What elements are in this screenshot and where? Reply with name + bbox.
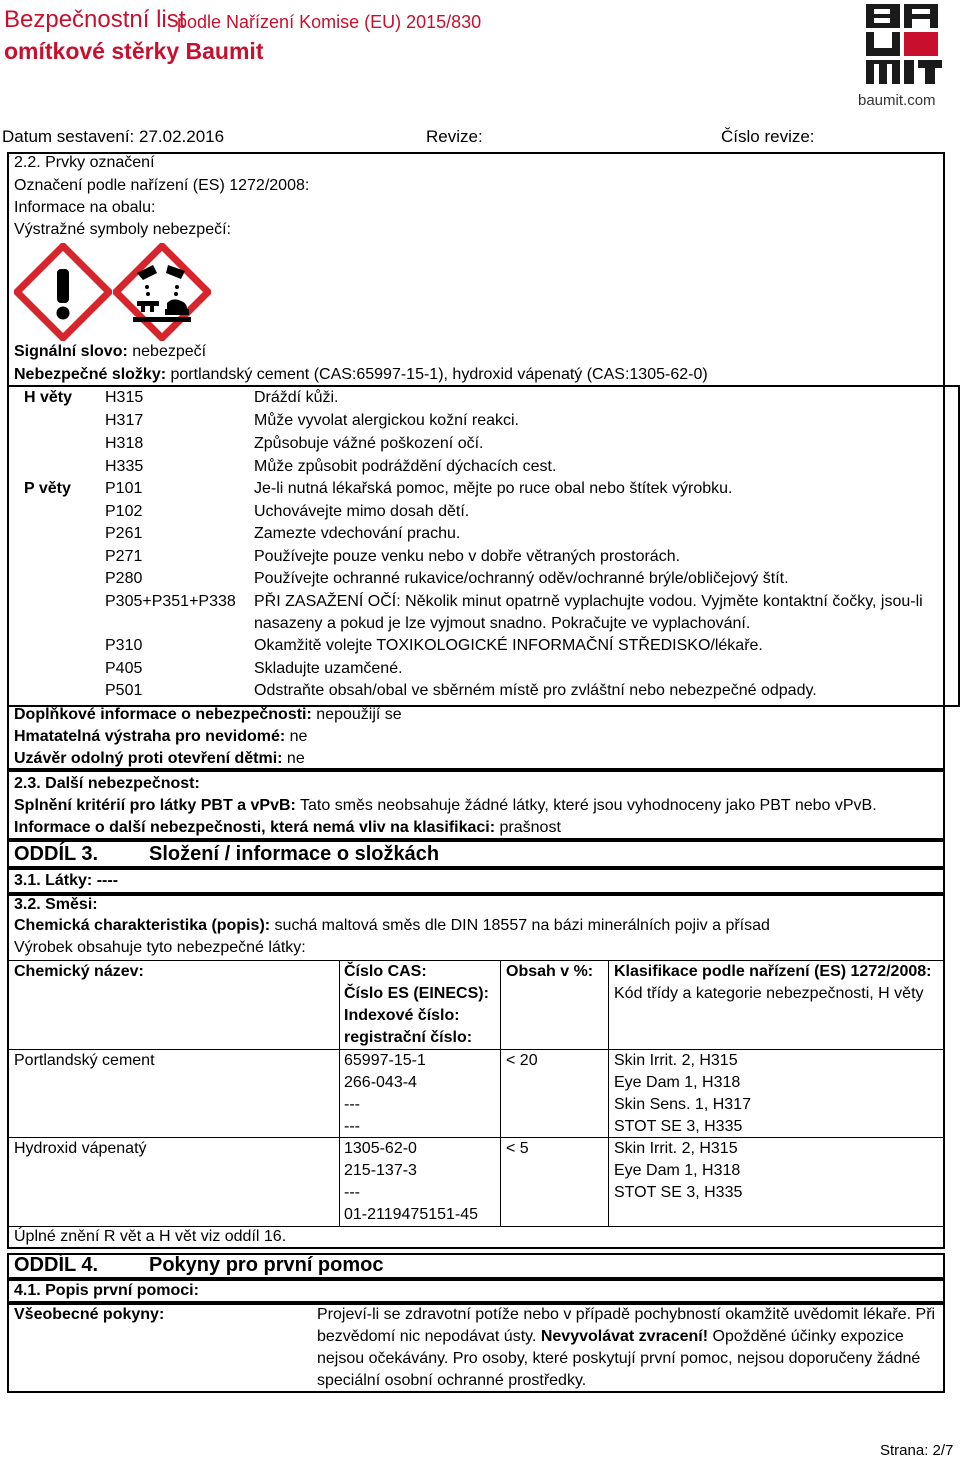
contains-label: Výrobek obsahuje tyto nebezpečné látky: [14, 939, 306, 956]
chemical-characteristic-row [14, 917, 770, 935]
website-link[interactable]: baumit.com [858, 92, 936, 109]
substance-identifier: 215-137-3 [344, 1162, 417, 1179]
substance-identifier: 01-2119475151-45 [344, 1206, 479, 1223]
general-advice-text: bezvědomí nic nepodávat ústy. [317, 1328, 541, 1345]
document-title: Bezpečnostní list [4, 6, 186, 33]
substance-content: < 5 [506, 1140, 529, 1157]
revision-label: Revize: [426, 127, 483, 146]
hazardous-components-row [14, 366, 708, 384]
substance-identifier: 1305-62-0 [344, 1140, 417, 1157]
regulation-reference: podle Nařízení Komise (EU) 2015/830 [177, 12, 482, 32]
col-header-registration: registrační číslo: [344, 1029, 473, 1046]
substance-identifier: --- [344, 1096, 360, 1113]
corrosion-icon [113, 243, 211, 341]
section-3-number: ODDÍL 3. [14, 843, 99, 865]
general-advice-text: Opožděné účinky expozice [708, 1328, 904, 1345]
col-header-chemical-name: Chemický název: [14, 963, 144, 980]
substance-name: Hydroxid vápenatý [14, 1140, 147, 1157]
product-name: omítkové stěrky Baumit [4, 38, 264, 64]
p-statement-code: P501 [105, 682, 143, 700]
general-advice-label: Všeobecné pokyny: [14, 1306, 165, 1323]
h-statements-label: H věty [24, 389, 73, 406]
section-3-title-box [7, 840, 945, 868]
substance-classification: Skin Irrit. 2, H315 [614, 1140, 738, 1157]
extra-info-value: nepoužijí se [311, 706, 402, 723]
package-info: Informace na obalu: [14, 199, 156, 216]
p-statement-text: Používejte pouze venku nebo v dobře větraných prostorách. [254, 547, 681, 565]
h-statement-text: Dráždí kůži. [254, 389, 339, 406]
h-statement-text: Může způsobit podráždění dýchacích cest. [254, 458, 557, 475]
do-not-induce-vomiting: Nevyvolávat zvracení! [540, 1328, 709, 1345]
pbt-row [14, 797, 877, 815]
substances-label: 3.1. Látky: ---- [14, 872, 119, 889]
substances-box [7, 868, 945, 894]
hp-table-top-rule [7, 385, 960, 387]
substance-name: Portlandský cement [14, 1052, 155, 1069]
h-statement-code: H318 [105, 435, 144, 452]
p-statement-text: Skladujte uzamčené. [254, 659, 403, 677]
p-statement-text: Zamezte vdechování prachu. [254, 525, 461, 543]
substance-identifier: 266-043-4 [344, 1074, 417, 1091]
substance-identifier: --- [344, 1184, 360, 1201]
substance-classification: STOT SE 3, H335 [614, 1118, 743, 1135]
section-4-title: Pokyny pro první pomoc [149, 1254, 384, 1276]
h-statement-text: Může vyvolat alergickou kožní reakci. [254, 412, 519, 429]
composition-row-rule [7, 1137, 945, 1138]
composition-col-rule-3 [608, 960, 609, 1226]
substance-classification: Skin Irrit. 2, H315 [614, 1052, 738, 1069]
general-advice-line [317, 1328, 904, 1346]
child-closure-label: Uzávěr odolný proti otevření dětmi: [14, 750, 283, 767]
p-statement-code: P280 [105, 570, 143, 588]
signal-word-label: Signální slovo: [14, 343, 128, 360]
p-statement-code: P261 [105, 525, 143, 543]
other-hazards-label: Informace o další nebezpečnosti, která nemá vliv na klasifikaci: [14, 819, 496, 836]
general-advice-line: Projeví-li se zdravotní potíže nebo v případě pochybností okamžitě uvědomit lékaře. Při [317, 1306, 936, 1323]
col-header-classification: Klasifikace podle nařízení (ES) 1272/2008: [614, 963, 932, 980]
chemical-characteristic-label: Chemická charakteristika (popis): [14, 917, 271, 934]
p-statement-code: P305+P351+P338 [105, 593, 236, 610]
col-header-classification-codes: Kód třídy a kategorie nebezpečnosti, H věty [614, 985, 924, 1002]
section-4-title-box [7, 1253, 945, 1279]
chemical-characteristic-value: suchá maltová směs dle DIN 18557 na bázi minerálních pojiv a přísad [270, 917, 770, 934]
signal-word-value: nebezpečí [127, 343, 207, 360]
hazard-symbols-label: Výstražné symboly nebezpečí: [14, 221, 231, 238]
pbt-label: Splnění kritérií pro látky PBT a vPvB: [14, 797, 296, 814]
composition-col-rule-2 [500, 960, 501, 1226]
p-statement-code: P405 [105, 659, 143, 677]
section-2-3-heading: 2.3. Další nebezpečnost: [14, 775, 200, 792]
col-header-index: Indexové číslo: [344, 1007, 460, 1024]
tactile-warning-value: ne [285, 728, 308, 745]
col-header-cas: Číslo CAS: [344, 963, 427, 980]
p-statement-text: Okamžitě volejte TOXIKOLOGICKÉ INFORMAČNÍ STŘEDISKO/lékaře. [254, 637, 763, 654]
signal-word-row [14, 343, 206, 361]
substance-classification: STOT SE 3, H335 [614, 1184, 743, 1201]
other-hazards-value: prašnost [495, 819, 561, 836]
labeling-regulation: Označení podle nařízení (ES) 1272/2008: [14, 177, 310, 194]
other-hazards-row [14, 819, 561, 837]
p-statements-label: P věty [24, 480, 71, 497]
p-statement-code: P102 [105, 502, 143, 520]
substance-classification: Eye Dam 1, H318 [614, 1162, 741, 1179]
baumit-logo-icon [862, 2, 946, 86]
pbt-value: Tato směs neobsahuje žádné látky, které jsou vyhodnoceny jako PBT nebo vPvB. [295, 797, 877, 814]
p-statement-code: P101 [105, 480, 143, 497]
first-aid-subheading: 4.1. Popis první pomoci: [14, 1282, 199, 1299]
date-label: Datum sestavení: 27.02.2016 [2, 127, 225, 146]
child-closure-value: ne [282, 750, 305, 767]
page-number: Strana: 2/7 [880, 1442, 954, 1459]
footnote-r-h-phrases: Úplné znění R vět a H vět viz oddíl 16. [14, 1228, 287, 1245]
composition-header-rule [7, 1049, 945, 1050]
substance-classification: Eye Dam 1, H318 [614, 1074, 741, 1091]
substance-classification: Skin Sens. 1, H317 [614, 1096, 751, 1113]
h-statement-code: H317 [105, 412, 144, 429]
tactile-warning-label: Hmatatelná výstraha pro nevidomé: [14, 728, 286, 745]
p-statement-code: P271 [105, 547, 143, 565]
general-advice-line: speciální osobní ochranné prostředky. [317, 1372, 587, 1389]
p-statement-text: Uchovávejte mimo dosah dětí. [254, 502, 470, 520]
composition-col-rule-1 [339, 960, 340, 1226]
col-header-content: Obsah v %: [506, 963, 594, 980]
p-statement-text: Je-li nutná lékařská pomoc, mějte po ruce obal nebo štítek výrobku. [254, 480, 733, 497]
tactile-warning-row [14, 728, 307, 746]
mixtures-label: 3.2. Směsi: [14, 896, 98, 913]
exclamation-mark-icon [14, 243, 112, 341]
child-closure-row [14, 750, 305, 768]
baumit-logo [862, 2, 946, 86]
section-3-title: Složení / informace o složkách [149, 843, 440, 865]
general-advice-line: nejsou očekávány. Pro osoby, které poskytují první pomoc, nejsou doporučeny žádné [317, 1350, 921, 1367]
section-2-2-heading: 2.2. Prvky označení [14, 154, 155, 171]
p-statement-text: PŘI ZASAŽENÍ OČÍ: Několik minut opatrně vyplachujte vodou. Vyjměte kontaktní čočky, jsou-li [254, 593, 923, 610]
extra-info-label: Doplňkové informace o nebezpečnosti: [14, 706, 312, 723]
extra-info-row [14, 706, 402, 724]
h-statement-code: H315 [105, 389, 144, 406]
p-statement-text: Odstraňte obsah/obal ve sběrném místě pro zvláštní nebo nebezpečné odpady. [254, 682, 817, 700]
p-statement-text-continued: nasazeny a pokud je lze vyjmout snadno. Pokračujte ve vyplachování. [254, 615, 751, 632]
hazardous-components-label: Nebezpečné složky: [14, 366, 167, 383]
p-statement-text: Používejte ochranné rukavice/ochranný oděv/ochranné brýle/obličejový štít. [254, 570, 789, 588]
revision-number-label: Číslo revize: [721, 127, 815, 146]
substance-identifier: 65997-15-1 [344, 1052, 426, 1069]
p-statement-code: P310 [105, 637, 143, 654]
section-4-number: ODDÍL 4. [14, 1254, 99, 1276]
hazardous-components-value: portlandský cement (CAS:65997-15-1), hydroxid vápenatý (CAS:1305-62-0) [166, 366, 708, 383]
composition-table-top-rule [7, 960, 945, 961]
substance-content: < 20 [506, 1052, 538, 1069]
composition-bottom-rule [7, 1226, 945, 1227]
h-statement-code: H335 [105, 458, 144, 475]
substance-identifier: --- [344, 1118, 360, 1135]
col-header-ec: Číslo ES (EINECS): [344, 985, 489, 1002]
h-statement-text: Způsobuje vážné poškození očí. [254, 435, 484, 452]
